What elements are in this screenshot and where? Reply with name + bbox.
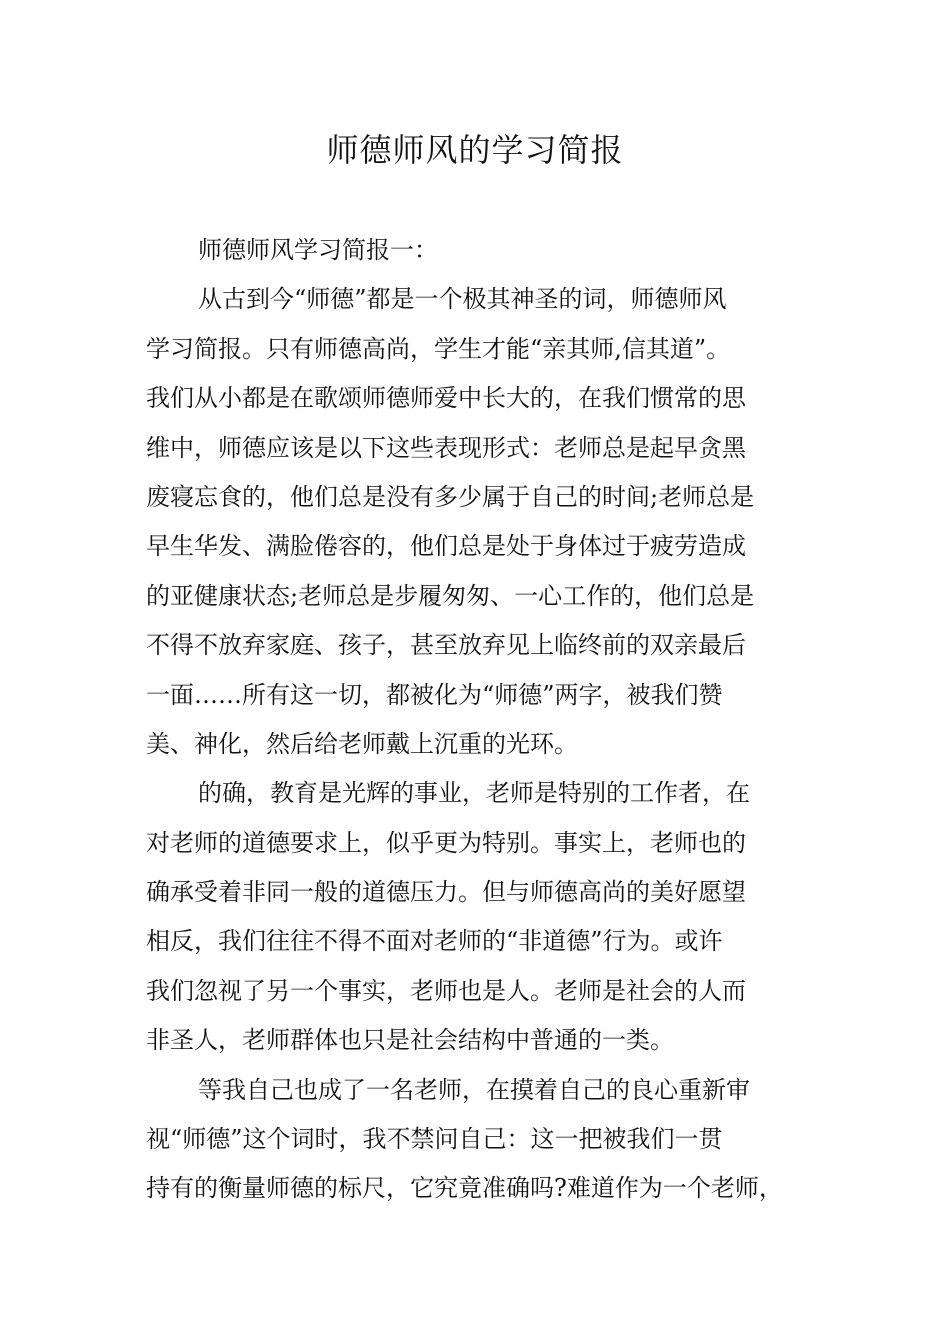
text-line: 不得不放弃家庭、孩子，甚至放弃见上临终前的双亲最后 [146,631,746,660]
text-line: 师德师风学习简报一： [198,236,438,264]
text-line: 的确，教育是光辉的事业，老师是特别的工作者，在 [198,779,750,808]
text-line: 等我自己也成了一名老师，在摸着自己的良心重新审 [198,1075,750,1104]
text-line: 维中，师德应该是以下这些表现形式：老师总是起早贪黑 [146,433,746,462]
document-title: 师德师风的学习简报 [326,131,624,169]
text-line: 我们忽视了另一个事实，老师也是人。老师是社会的人而 [146,976,746,1005]
text-line: 美、神化，然后给老师戴上沉重的光环。 [146,729,578,758]
text-line: 一面……所有这一切，都被化为“师德”两字，被我们赞 [146,680,723,709]
document-body [146,226,810,1214]
text-line: 废寝忘食的，他们总是没有多少属于自己的时间;老师总是 [146,482,755,511]
text-line: 对老师的道德要求上，似乎更为特别。事实上，老师也的 [146,828,746,857]
text-line: 视“师德”这个词时，我不禁问自己：这一把被我们一贯 [146,1125,723,1154]
text-line: 相反，我们往往不得不面对老师的“非道德”行为。或许 [146,927,723,956]
text-line: 确承受着非同一般的道德压力。但与师德高尚的美好愿望 [146,878,746,907]
text-line: 从古到今“师德”都是一个极其神圣的词，师德师风 [198,285,727,314]
text-line: 学习简报。只有师德高尚，学生才能“亲其师,信其道”。 [146,334,731,363]
text-line: 持有的衡量师德的标尺，它究竟准确吗?难道作为一个老师， [146,1174,783,1203]
text-line: 我们从小都是在歌颂师德师爱中长大的，在我们惯常的思 [146,384,746,413]
text-line: 非圣人，老师群体也只是社会结构中普通的一类。 [146,1026,674,1055]
text-line: 早生华发、满脸倦容的，他们总是处于身体过于疲劳造成 [146,532,746,561]
text-line: 的亚健康状态;老师总是步履匆匆、一心工作的，他们总是 [146,581,755,610]
